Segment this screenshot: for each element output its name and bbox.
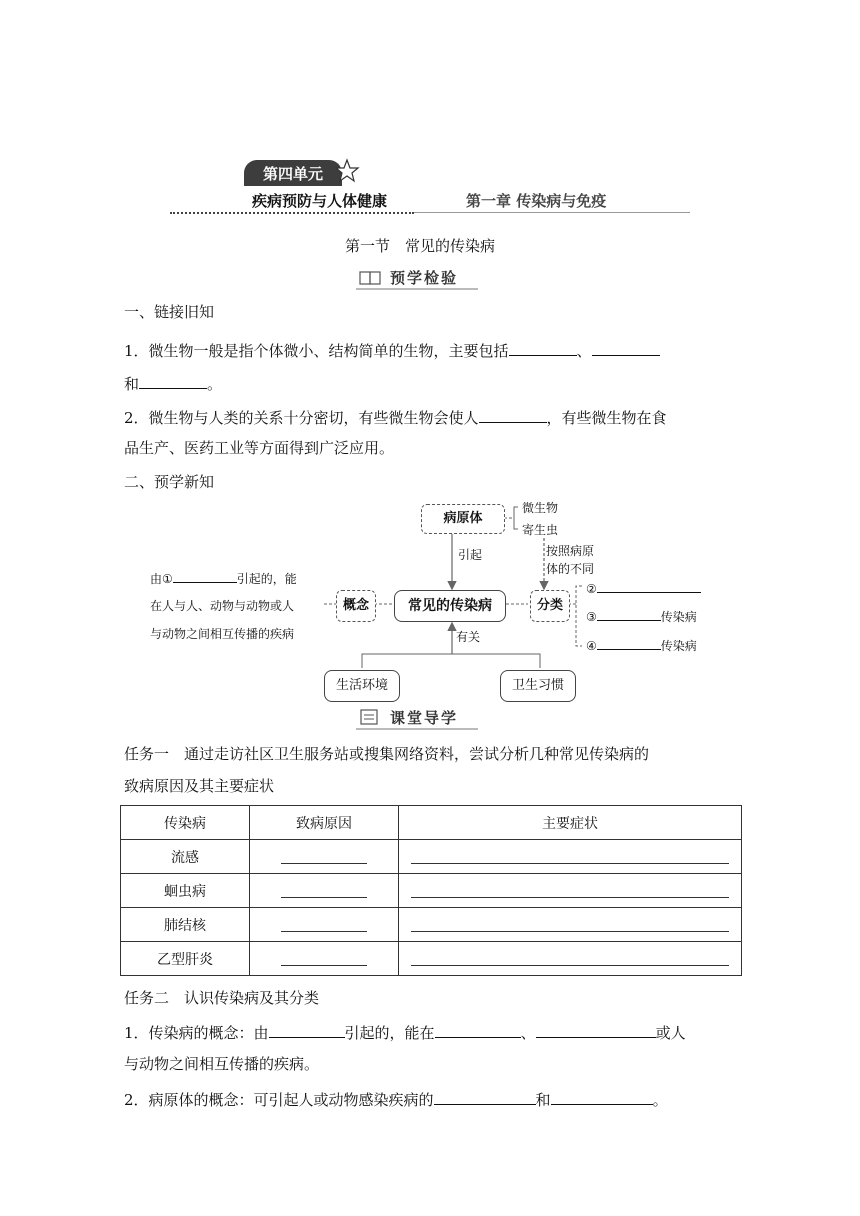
definition-line-3: 与动物之间相互传播的疾病 — [150, 627, 295, 641]
t2-blank-2[interactable] — [435, 1021, 521, 1038]
cell-symptom — [399, 840, 742, 874]
table-row — [121, 874, 742, 908]
t2-blank-5[interactable] — [551, 1088, 653, 1105]
label-cause: 引起 — [458, 548, 483, 562]
cell-cause — [250, 840, 399, 874]
badge-class — [356, 706, 478, 730]
table-row — [121, 942, 742, 976]
node-habit: 卫生习惯 — [500, 670, 576, 702]
q1-end: 。 — [207, 375, 223, 393]
t2-p1-d: 或人 — [655, 1024, 686, 1042]
cell-symptom — [399, 874, 742, 908]
cell-symptom — [399, 942, 742, 976]
node-parasite: 寄生虫 — [522, 523, 559, 537]
table-row — [121, 908, 742, 942]
label-by-pathogen-2: 体的不同 — [546, 562, 595, 576]
node-pathogen: 病原体 — [421, 504, 505, 534]
task2-p1-line1 — [124, 1021, 686, 1043]
t2-p2-b: 和 — [535, 1091, 551, 1109]
task1-line1: 任务一 通过走访社区卫生服务站或搜集网络资料，尝试分析几种常见传染病的 — [124, 745, 650, 763]
q2-line2: 品生产、医药工业等方面得到广泛应用。 — [124, 439, 395, 457]
node-microbe: 微生物 — [522, 501, 559, 515]
t2-p1-c: 、 — [520, 1024, 536, 1042]
symptom-blank[interactable] — [411, 879, 729, 898]
t2-blank-1[interactable] — [269, 1021, 345, 1038]
task1-line2: 致病原因及其主要症状 — [124, 777, 275, 795]
class-2 — [586, 579, 701, 596]
part2-heading: 二、预学新知 — [124, 473, 215, 491]
q2-text-a: 2．微生物与人类的关系十分密切，有些微生物会使人 — [124, 409, 479, 427]
badge-preview-label: 预学检验 — [390, 269, 459, 287]
q1-sep: 、 — [576, 342, 592, 360]
cell-cause — [250, 874, 399, 908]
cause-blank[interactable] — [281, 879, 367, 898]
symptom-table — [120, 805, 742, 976]
node-classify: 分类 — [530, 590, 570, 622]
q1-and: 和 — [124, 375, 140, 393]
class-4-suffix: 传染病 — [660, 639, 697, 653]
part1-heading: 一、链接旧知 — [124, 303, 215, 321]
table-header-row — [121, 806, 742, 840]
cell-disease: 蛔虫病 — [121, 874, 250, 908]
definition-line-2: 在人与人、动物与动物或人 — [150, 599, 295, 613]
task2-p1-line2: 与动物之间相互传播的疾病。 — [124, 1055, 320, 1073]
cell-disease: 乙型肝炎 — [121, 942, 250, 976]
definition-line-1 — [150, 569, 297, 587]
class-3-blank[interactable] — [597, 607, 661, 621]
cell-disease: 肺结核 — [121, 908, 250, 942]
node-env: 生活环境 — [324, 670, 400, 702]
chapter-title: 第一章 传染病与免疫 — [466, 192, 607, 210]
th-disease: 传染病 — [121, 806, 250, 840]
def-suffix: 引起的，能 — [236, 572, 297, 586]
class-4-num: ④ — [586, 639, 597, 653]
section-title: 第一节 常见的传染病 — [345, 237, 496, 255]
class-4 — [586, 636, 697, 654]
cell-disease: 流感 — [121, 840, 250, 874]
class-3 — [586, 607, 697, 625]
t2-p1-a: 1．传染病的概念：由 — [124, 1024, 269, 1042]
def-blank-1[interactable] — [173, 569, 237, 583]
unit-title: 疾病预防与人体健康 — [252, 192, 388, 210]
symptom-blank[interactable] — [411, 947, 729, 966]
cell-cause — [250, 908, 399, 942]
class-2-num: ② — [586, 582, 597, 596]
badge-class-label: 课堂导学 — [390, 709, 459, 727]
t2-p2-c: 。 — [652, 1091, 668, 1109]
task2-p2 — [124, 1088, 668, 1110]
def-prefix: 由① — [150, 572, 173, 586]
cell-cause — [250, 942, 399, 976]
task2-heading: 任务二 认识传染病及其分类 — [124, 989, 320, 1007]
t2-p2-a: 2．病原体的概念：可引起人或动物感染疾病的 — [124, 1091, 434, 1109]
label-related: 有关 — [456, 630, 481, 644]
t2-blank-3[interactable] — [536, 1021, 656, 1038]
t2-blank-4[interactable] — [434, 1088, 536, 1105]
node-concept: 概念 — [336, 590, 376, 622]
unit-label: 第四单元 — [244, 160, 342, 186]
class-3-suffix: 传染病 — [660, 610, 697, 624]
th-cause: 致病原因 — [250, 806, 399, 840]
table-row — [121, 840, 742, 874]
cell-symptom — [399, 908, 742, 942]
cause-blank[interactable] — [281, 845, 367, 864]
cause-blank[interactable] — [281, 913, 367, 932]
q2-text-b: ，有些微生物在食 — [546, 409, 667, 427]
label-by-pathogen-1: 按照病原 — [546, 544, 595, 558]
symptom-blank[interactable] — [411, 845, 729, 864]
symptom-blank[interactable] — [411, 913, 729, 932]
th-symptom: 主要症状 — [399, 806, 742, 840]
class-4-blank[interactable] — [597, 636, 661, 650]
class-3-num: ③ — [586, 610, 597, 624]
t2-p1-b: 引起的，能在 — [344, 1024, 435, 1042]
cause-blank[interactable] — [281, 947, 367, 966]
notebook-icon — [358, 708, 384, 726]
node-center: 常见的传染病 — [394, 590, 506, 622]
class-2-blank[interactable] — [597, 579, 701, 593]
q1-text: 1．微生物一般是指个体微小、结构简单的生物，主要包括 — [124, 342, 509, 360]
